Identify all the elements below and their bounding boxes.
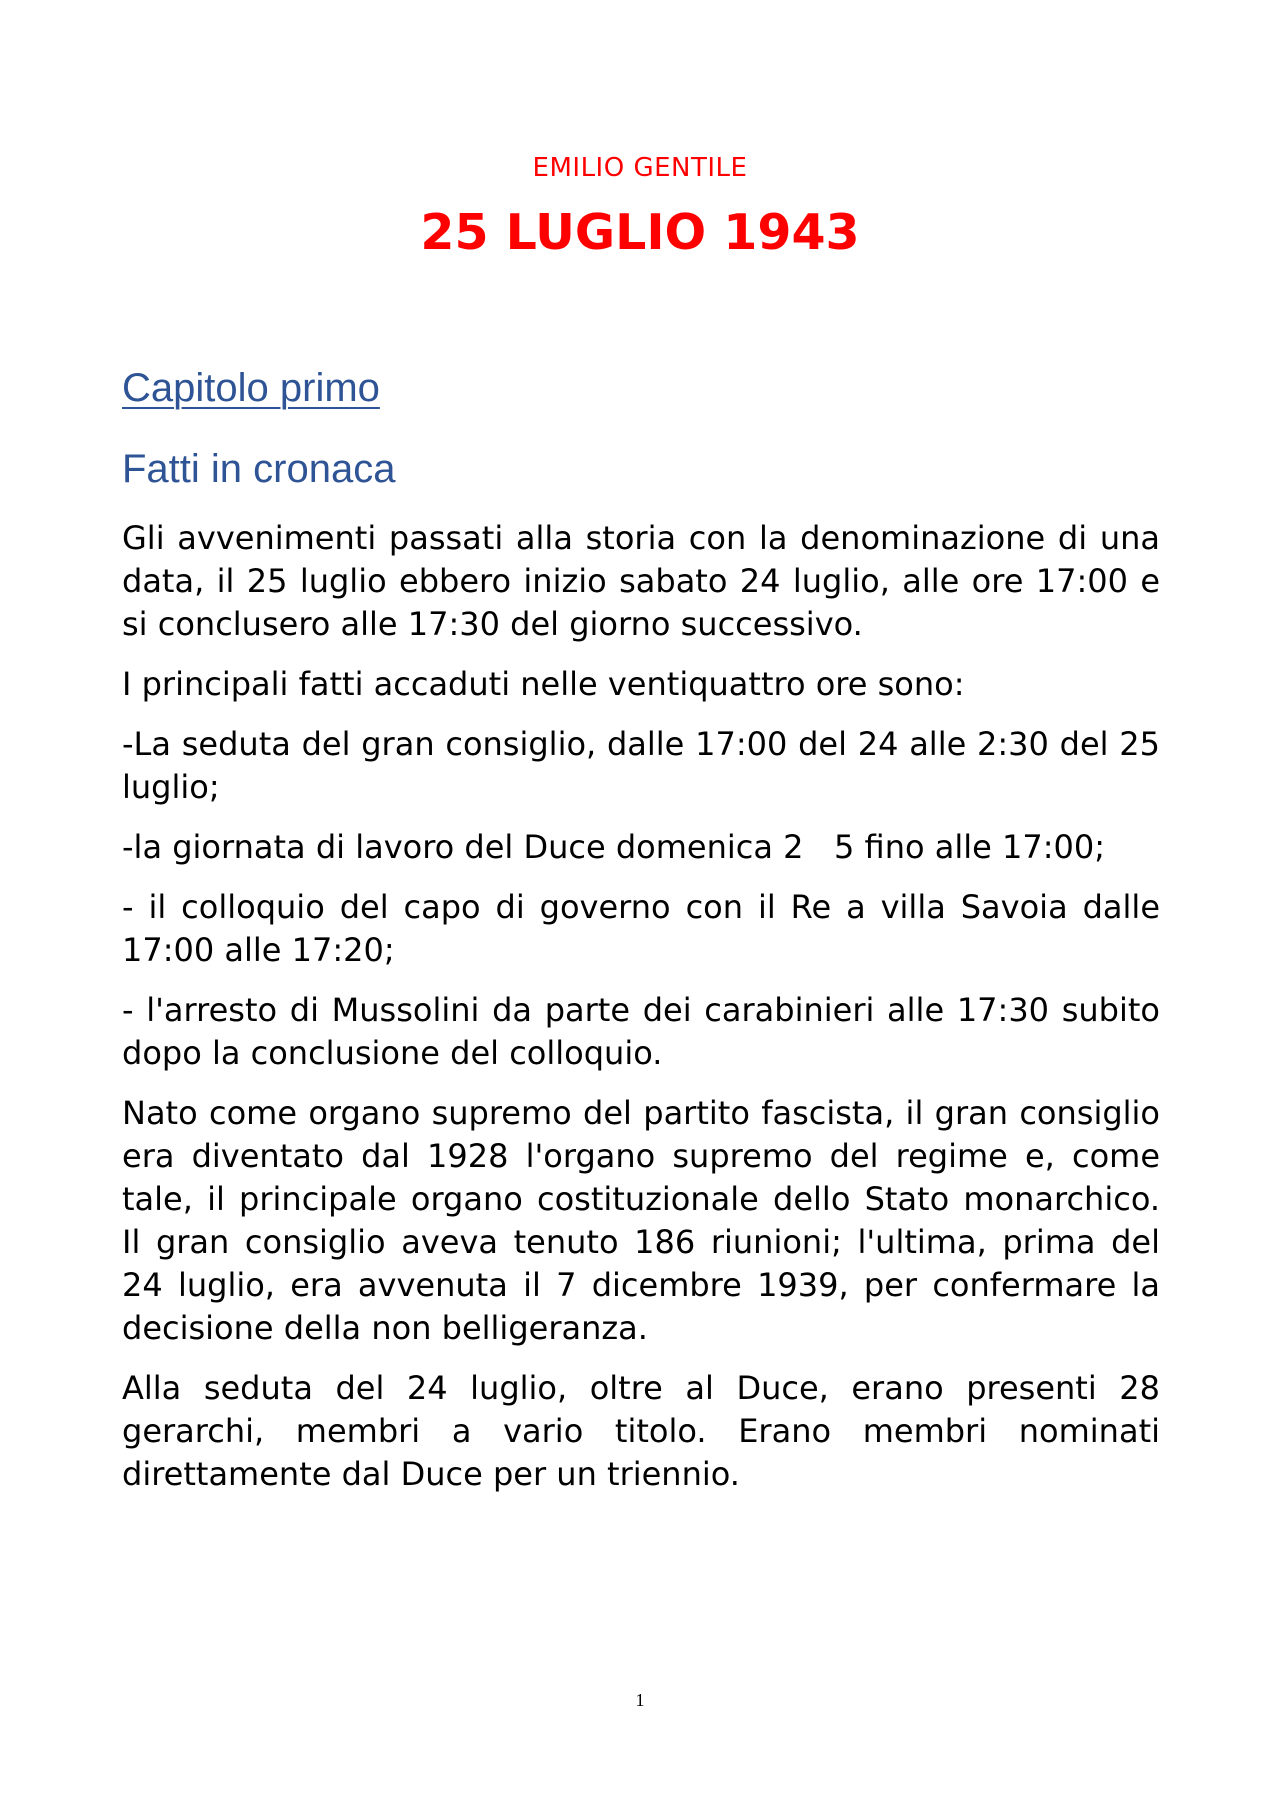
list-item-gran-consiglio: -La seduta del gran consiglio, dalle 17:00 del 24 alle 2:30 del 25 luglio; [122, 725, 1160, 806]
list-item-giornata-duce: -la giornata di lavoro del Duce domenica 2 5 fino alle 17:00; [122, 828, 1105, 866]
chapter-heading: Capitolo primo [122, 366, 380, 410]
body-text [122, 517, 1160, 1513]
paragraph-intro: Gli avvenimenti passati alla storia con la denominazione di una data, il 25 luglio ebbero inizio sabato 24 luglio, alle ore 17:00 e si conclusero alle 17:30 del giorno successivo. [122, 519, 1160, 643]
author-name: EMILIO GENTILE [532, 153, 748, 183]
paragraph-list-intro: I principali fatti accaduti nelle ventiquattro ore sono: [122, 665, 965, 703]
document-title: 25 LUGLIO 1943 [420, 204, 860, 261]
list-item-arresto: - l'arresto di Mussolini da parte dei carabinieri alle 17:30 subito dopo la conclusione del colloquio. [122, 991, 1160, 1072]
section-heading: Fatti in cronaca [122, 447, 396, 491]
list-item-colloquio-re: - il colloquio del capo di governo con il Re a villa Savoia dalle 17:00 alle 17:20; [122, 888, 1160, 969]
paragraph-gran-consiglio: Nato come organo supremo del partito fascista, il gran consiglio era diventato dal 1928 l'organo supremo del regime e, come tale, il principale organo costituzionale dello Stato monarchico. Il gran consiglio aveva tenuto 186 riunioni; l'ultima, prima del 24 luglio, era avvenuta il 7 dicembre 1939, per confermare la decisione della non belligeranza. [122, 1094, 1160, 1347]
page-number: 1 [635, 1690, 645, 1710]
paragraph-seduta: Alla seduta del 24 luglio, oltre al Duce, erano presenti 28 gerarchi, membri a vario titolo. Erano membri nominati direttamente dal Duce per un triennio. [122, 1369, 1160, 1493]
